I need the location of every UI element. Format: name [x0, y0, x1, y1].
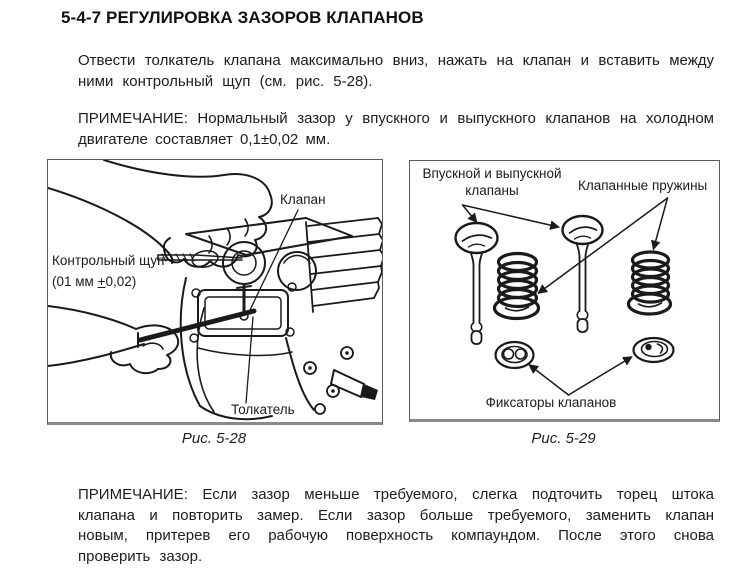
label-valve-retainers: Фиксаторы клапанов: [485, 395, 617, 410]
label-valve: Клапан: [280, 192, 326, 207]
label-tappet: Толкатель: [231, 402, 295, 417]
figure-5-28: [47, 159, 383, 425]
label-valves-line2: клапаны: [465, 183, 519, 198]
note-paragraph-2: ПРИМЕЧАНИЕ: Если зазор меньше требуемого, слегка подточить торец штока клапана и повторить замер. Если зазор больше требуемого, заменить клапан новым, притерев его рабочую поверхность компаундом. После этого снова проверить зазор.: [78, 486, 714, 565]
label-intake-exhaust-valves: [415, 165, 569, 199]
label-feeler-plus: +: [97, 274, 106, 289]
figure-5-29-caption: Рис. 5-29: [531, 430, 596, 447]
page-title: 5-4-7 РЕГУЛИРОВКА ЗАЗОРОВ КЛАПАНОВ: [61, 8, 424, 27]
label-valves-line1: Впускной и выпускной: [422, 166, 562, 181]
label-feeler-line2-pre: (01 мм: [52, 274, 98, 289]
label-feeler-line2-post: 0,02): [105, 274, 137, 289]
label-valve-springs: Клапанные пружины: [578, 178, 708, 193]
note-paragraph-1: ПРИМЕЧАНИЕ: Нормальный зазор у впускного и выпускного клапанов на холодном двигателе составляет 0,1±0,02 мм.: [78, 110, 714, 148]
intro-paragraph: Отвести толкатель клапана максимально вниз, нажать на клапан и вставить между ними контрольный щуп (см. рис. 5-28).: [78, 52, 714, 90]
valve-components-illustration: [410, 161, 719, 419]
label-feeler-line1: Контрольный щуп: [52, 253, 165, 268]
figure-5-29: [409, 160, 720, 422]
figure-5-28-caption: Рис. 5-28: [181, 430, 247, 447]
label-feeler-gauge: [52, 250, 164, 292]
